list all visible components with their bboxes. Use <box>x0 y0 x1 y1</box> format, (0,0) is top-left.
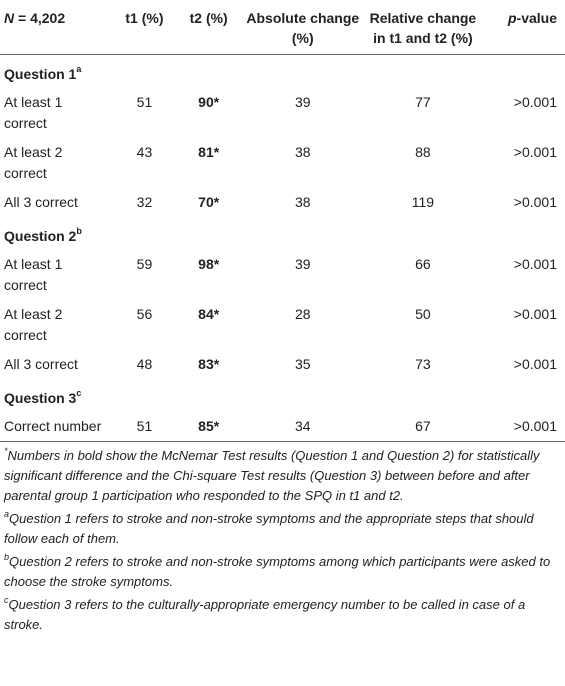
cell-relative-change: 66 <box>415 256 431 272</box>
cell-absolute-change: 35 <box>294 356 311 372</box>
cell-relative-change: 77 <box>415 94 431 110</box>
cell-absolute-change: 28 <box>294 306 311 322</box>
cell-absolute-change: 38 <box>294 194 311 210</box>
cell-p-value: >0.001 <box>513 94 557 110</box>
cell-relative-change: 88 <box>415 144 431 160</box>
cell-absolute-change: 34 <box>294 418 311 434</box>
cell-relative-change: 50 <box>415 306 431 322</box>
cell-p-value: >0.001 <box>513 256 557 272</box>
header-absolute-change: Absolute change (%) <box>246 10 360 46</box>
cell-t2: 98* <box>198 256 220 272</box>
cell-t2: 85* <box>198 418 220 434</box>
cell-t1: 59 <box>136 256 153 272</box>
table-row <box>0 412 565 442</box>
table-row <box>0 138 565 188</box>
header-t2: t2 (%) <box>189 10 228 26</box>
footnote-mark: c <box>4 594 9 605</box>
cell-t2: 90* <box>198 94 220 110</box>
footnote-text: Question 3 refers to the culturally-appropriate emergency number to be called in case of a stroke. <box>4 597 526 632</box>
cell-t2: 81* <box>198 144 220 160</box>
cell-relative-change: 67 <box>415 418 431 434</box>
section-title-text: Question 3 <box>4 390 77 406</box>
section-title <box>0 217 565 250</box>
header-n: N = 4,202 <box>4 10 66 26</box>
row-label: At least 2 correct <box>4 306 63 343</box>
section-row <box>0 55 565 89</box>
cell-relative-change: 73 <box>415 356 431 372</box>
table-footnotes <box>0 442 565 635</box>
header-row <box>0 0 565 55</box>
cell-absolute-change: 38 <box>294 144 311 160</box>
cell-absolute-change: 39 <box>294 94 311 110</box>
header-p-value: p-value <box>507 10 557 26</box>
cell-t1: 51 <box>136 94 153 110</box>
row-label: All 3 correct <box>4 356 78 372</box>
header-relative-change: Relative change in t1 and t2 (%) <box>369 10 477 46</box>
footnote <box>4 595 561 635</box>
table-row <box>0 188 565 217</box>
footnote-mark: b <box>4 551 10 562</box>
table-row <box>0 300 565 350</box>
row-label: All 3 correct <box>4 194 78 210</box>
footnote-mark: * <box>4 445 8 456</box>
row-label: At least 1 correct <box>4 256 63 293</box>
cell-p-value: >0.001 <box>513 306 557 322</box>
cell-absolute-change: 39 <box>294 256 311 272</box>
table-row <box>0 350 565 379</box>
footnote-mark: a <box>4 508 10 519</box>
cell-t1: 51 <box>136 418 153 434</box>
cell-t1: 48 <box>136 356 153 372</box>
row-label: Correct number <box>4 418 102 434</box>
section-row <box>0 217 565 250</box>
section-row <box>0 379 565 412</box>
section-title <box>0 55 565 89</box>
footnote-text: Numbers in bold show the McNemar Test results (Question 1 and Question 2) for statistically significant difference and the Chi-square Test results (Question 3) between before and after parental group 1 participation who responded to the SPQ in t1 and t2. <box>4 448 540 503</box>
footnote <box>4 552 561 592</box>
footnote-text: Question 2 refers to stroke and non-stroke symptoms among which participants were asked to choose the stroke symptoms. <box>4 554 551 589</box>
cell-t2: 70* <box>198 194 220 210</box>
cell-p-value: >0.001 <box>513 418 557 434</box>
header-t1: t1 (%) <box>125 10 164 26</box>
row-label: At least 2 correct <box>4 144 63 181</box>
section-title <box>0 379 565 412</box>
table-row <box>0 88 565 138</box>
footnote <box>4 509 561 549</box>
cell-t1: 56 <box>136 306 153 322</box>
cell-t1: 43 <box>136 144 153 160</box>
section-footnote-mark: b <box>76 226 82 237</box>
cell-p-value: >0.001 <box>513 144 557 160</box>
section-footnote-mark: a <box>76 64 82 75</box>
table-body <box>0 55 565 442</box>
row-label: At least 1 correct <box>4 94 63 131</box>
cell-t2: 84* <box>198 306 220 322</box>
footnote <box>4 446 561 506</box>
section-title-text: Question 2 <box>4 228 77 244</box>
table-row <box>0 250 565 300</box>
cell-t1: 32 <box>136 194 153 210</box>
section-footnote-mark: c <box>76 388 82 399</box>
cell-relative-change: 119 <box>411 194 435 210</box>
section-title-text: Question 1 <box>4 66 77 82</box>
footnote-text: Question 1 refers to stroke and non-stroke symptoms and the appropriate steps that should follow each of them. <box>4 511 534 546</box>
cell-p-value: >0.001 <box>513 194 557 210</box>
cell-p-value: >0.001 <box>513 356 557 372</box>
cell-t2: 83* <box>198 356 220 372</box>
